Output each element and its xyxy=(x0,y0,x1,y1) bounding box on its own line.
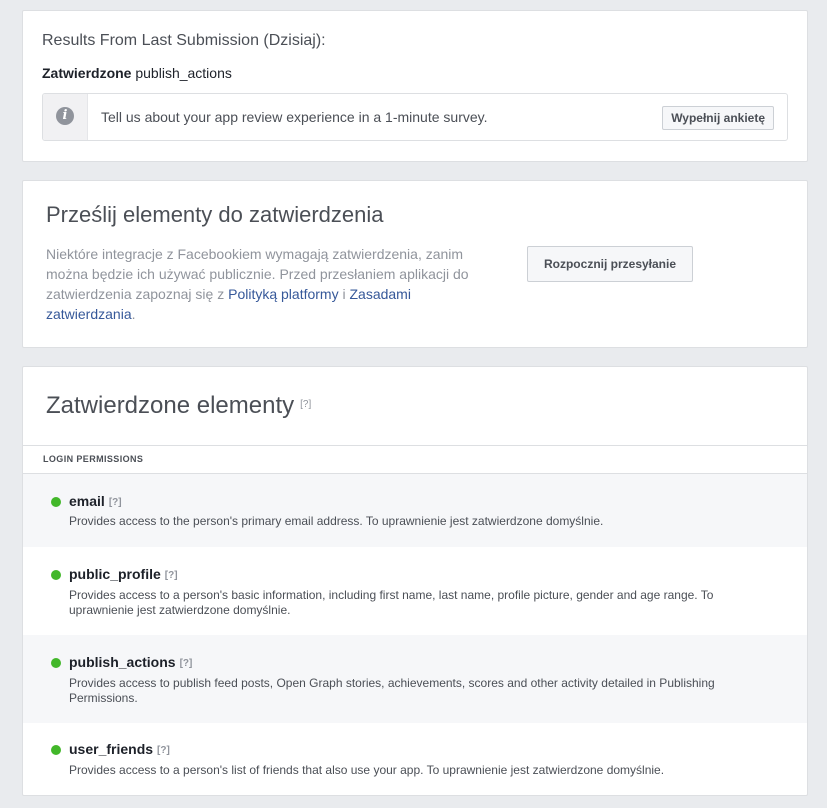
permission-help-link[interactable]: [?] xyxy=(179,657,193,669)
approved-status-dot xyxy=(51,570,61,580)
permission-description: Provides access to a person's basic information, including first name, last name, profile picture, gender and age range. To uprawnienie jest zatwierdzone domyślnie. xyxy=(69,588,714,617)
permission-description: Provides access to a person's list of friends that also use your app. To uprawnienie jest zatwierdzone domyślnie. xyxy=(69,763,665,777)
submit-desc-conjunction: i xyxy=(338,286,350,302)
permission-row-user-friends xyxy=(23,723,807,797)
survey-icon-column xyxy=(43,94,88,140)
results-title: Results From Last Submission (Dzisiaj): xyxy=(42,32,326,49)
permission-row-email xyxy=(23,474,807,547)
permission-help-link[interactable]: [?] xyxy=(108,496,122,508)
submit-desc-text: Niektóre integracje z Facebookiem wymagają zatwierdzenia, zanim można będzie ich używać publicznie. Przed przesłaniem aplikacji do zatwierdzenia zapoznaj się z xyxy=(46,246,469,302)
permission-row-public-profile xyxy=(23,547,807,635)
permission-name-text: public_profile xyxy=(69,566,161,582)
approved-status-dot xyxy=(51,745,61,755)
permission-help-link[interactable]: [?] xyxy=(157,744,170,756)
survey-text: Tell us about your app review experience in a 1-minute survey. xyxy=(101,109,488,125)
permission-name-text: email xyxy=(69,493,105,509)
permission-list xyxy=(23,474,807,797)
results-card xyxy=(22,10,808,162)
approved-status-dot xyxy=(51,497,61,507)
permission-description: Provides access to publish feed posts, Open Graph stories, achievements, scores and other activity detailed in Publishing Permissions. xyxy=(69,676,715,705)
permission-name xyxy=(69,654,192,670)
start-submission-button[interactable]: Rozpocznij przesyłanie xyxy=(527,246,693,282)
permission-name xyxy=(69,493,122,509)
approved-title xyxy=(46,392,311,420)
review-rules-link[interactable]: Zasadami zatwierdzania xyxy=(46,286,411,322)
section-header-label: LOGIN PERMISSIONS xyxy=(43,454,144,464)
submit-card xyxy=(22,180,808,348)
permission-name-text: user_friends xyxy=(69,741,154,757)
permission-description: Provides access to the person's primary email address. To uprawnienie jest zatwierdzone domyślnie. xyxy=(69,514,604,528)
survey-button[interactable]: Wypełnij ankietę xyxy=(662,106,774,130)
status-permission: publish_actions xyxy=(135,65,232,81)
approved-title-text: Zatwierdzone elementy xyxy=(46,392,295,419)
submit-desc-end: . xyxy=(131,306,136,322)
survey-banner xyxy=(42,93,788,141)
platform-policy-link[interactable]: Polityką platformy xyxy=(228,286,339,302)
approved-items-card xyxy=(22,366,808,796)
approved-status-dot xyxy=(51,658,61,668)
permission-name xyxy=(69,566,178,582)
login-permissions-header xyxy=(23,445,807,474)
permission-name xyxy=(69,741,170,757)
permission-name-text: publish_actions xyxy=(69,654,176,670)
approved-help-link[interactable]: [?] xyxy=(300,399,312,411)
submit-title: Prześlij elementy do zatwierdzenia xyxy=(46,202,384,227)
info-icon: i xyxy=(56,107,74,125)
permission-help-link[interactable]: [?] xyxy=(164,569,178,581)
status-label: Zatwierdzone xyxy=(42,65,132,81)
permission-row-publish-actions xyxy=(23,635,807,723)
submit-description xyxy=(46,244,486,324)
results-status xyxy=(42,65,232,81)
